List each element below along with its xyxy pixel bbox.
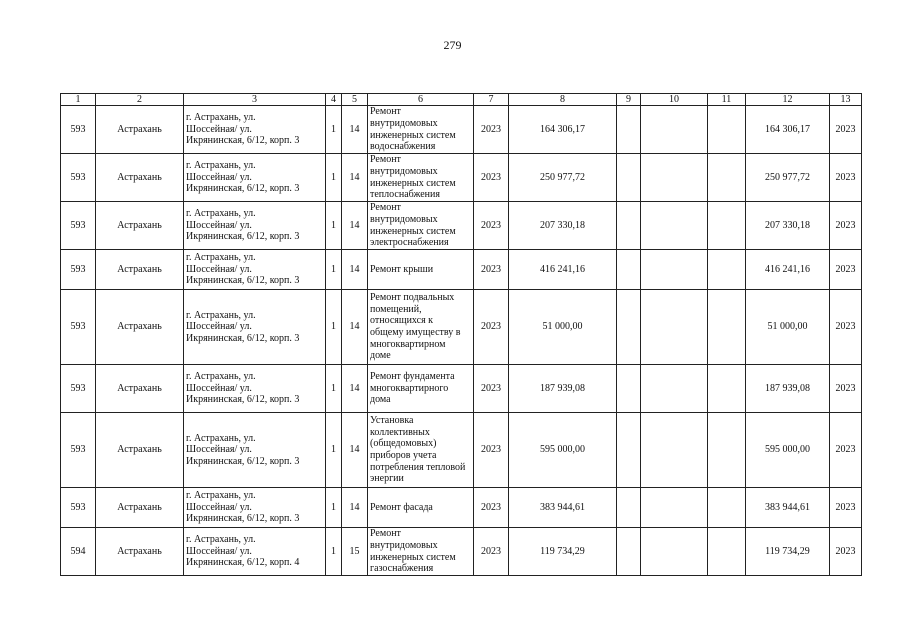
work-type-line: инженерных систем xyxy=(370,129,456,141)
cell-col-5: 14 xyxy=(342,202,368,250)
cell-col-9 xyxy=(617,154,641,202)
address-line: Икрянинская, 6/12, корп. 3 xyxy=(186,394,300,406)
cell-col-12: 119 734,29 xyxy=(746,528,830,576)
cell-col-3 xyxy=(184,290,326,365)
cell-col-1: 593 xyxy=(61,365,96,413)
cell-col-4: 1 xyxy=(326,154,342,202)
cell-col-6 xyxy=(368,290,474,365)
cell-col-3 xyxy=(184,202,326,250)
cell-col-11 xyxy=(708,106,746,154)
address-line: Икрянинская, 6/12, корп. 3 xyxy=(186,513,300,525)
cell-col-4: 1 xyxy=(326,290,342,365)
address-line: Шоссейная/ ул. xyxy=(186,501,252,513)
address-line: г. Астрахань, ул. xyxy=(186,371,256,383)
cell-col-1: 593 xyxy=(61,413,96,488)
cell-col-4: 1 xyxy=(326,202,342,250)
cell-col-2: Астрахань xyxy=(96,488,184,528)
cell-col-9 xyxy=(617,250,641,290)
cell-col-10 xyxy=(641,488,708,528)
work-type-line: (общедомовых) xyxy=(370,438,437,450)
cell-col-7: 2023 xyxy=(474,106,509,154)
cell-col-11 xyxy=(708,365,746,413)
address-line: Икрянинская, 6/12, корп. 3 xyxy=(186,275,300,287)
cell-col-11 xyxy=(708,250,746,290)
column-header-3: 3 xyxy=(184,94,326,106)
cell-col-8: 187 939,08 xyxy=(509,365,617,413)
column-header-10: 10 xyxy=(641,94,708,106)
cell-col-13: 2023 xyxy=(830,250,862,290)
cell-col-4: 1 xyxy=(326,528,342,576)
cell-col-4: 1 xyxy=(326,413,342,488)
column-header-2: 2 xyxy=(96,94,184,106)
cell-col-13: 2023 xyxy=(830,413,862,488)
page-number: 279 xyxy=(443,38,462,52)
cell-col-9 xyxy=(617,488,641,528)
column-header-11: 11 xyxy=(708,94,746,106)
cell-col-10 xyxy=(641,202,708,250)
cell-col-11 xyxy=(708,413,746,488)
work-type-line: Ремонт подвальных xyxy=(370,292,455,304)
cell-col-9 xyxy=(617,202,641,250)
work-type-line: газоснабжения xyxy=(370,563,434,575)
cell-col-2: Астрахань xyxy=(96,154,184,202)
address-line: г. Астрахань, ул. xyxy=(186,432,256,444)
column-header-13: 13 xyxy=(830,94,862,106)
capital-repair-table xyxy=(60,93,862,576)
work-type-line: внутридомовых xyxy=(370,165,438,177)
cell-col-1: 593 xyxy=(61,154,96,202)
table-row xyxy=(61,413,862,488)
cell-col-10 xyxy=(641,528,708,576)
cell-col-12: 250 977,72 xyxy=(746,154,830,202)
cell-col-4: 1 xyxy=(326,106,342,154)
cell-col-13: 2023 xyxy=(830,154,862,202)
cell-col-13: 2023 xyxy=(830,528,862,576)
cell-col-5: 14 xyxy=(342,488,368,528)
work-type-line: многоквартирном xyxy=(370,338,446,350)
cell-col-13: 2023 xyxy=(830,365,862,413)
cell-col-1: 593 xyxy=(61,250,96,290)
work-type-line: внутридомовых xyxy=(370,117,438,129)
address-line: Шоссейная/ ул. xyxy=(186,545,252,557)
cell-col-5: 14 xyxy=(342,250,368,290)
address-line: Икрянинская, 6/12, корп. 4 xyxy=(186,557,300,569)
cell-col-12: 51 000,00 xyxy=(746,290,830,365)
address-line: Икрянинская, 6/12, корп. 3 xyxy=(186,135,300,147)
cell-col-8: 51 000,00 xyxy=(509,290,617,365)
column-header-9: 9 xyxy=(617,94,641,106)
work-type-line: водоснабжения xyxy=(370,141,436,153)
work-type-line: внутридомовых xyxy=(370,539,438,551)
cell-col-3 xyxy=(184,413,326,488)
work-type-line: Ремонт фасада xyxy=(370,501,433,513)
address-line: г. Астрахань, ул. xyxy=(186,208,256,220)
address-line: Шоссейная/ ул. xyxy=(186,321,252,333)
cell-col-5: 15 xyxy=(342,528,368,576)
cell-col-9 xyxy=(617,290,641,365)
address-line: Икрянинская, 6/12, корп. 3 xyxy=(186,231,300,243)
work-type-line: инженерных систем xyxy=(370,551,456,563)
cell-col-13: 2023 xyxy=(830,488,862,528)
cell-col-3 xyxy=(184,488,326,528)
cell-col-5: 14 xyxy=(342,106,368,154)
work-type-line: Ремонт xyxy=(370,106,401,118)
cell-col-11 xyxy=(708,488,746,528)
address-line: г. Астрахань, ул. xyxy=(186,160,256,172)
cell-col-3 xyxy=(184,154,326,202)
address-line: г. Астрахань, ул. xyxy=(186,112,256,124)
column-header-8: 8 xyxy=(509,94,617,106)
cell-col-6 xyxy=(368,413,474,488)
cell-col-8: 250 977,72 xyxy=(509,154,617,202)
address-line: г. Астрахань, ул. xyxy=(186,490,256,502)
address-line: Шоссейная/ ул. xyxy=(186,123,252,135)
cell-col-7: 2023 xyxy=(474,202,509,250)
cell-col-9 xyxy=(617,413,641,488)
cell-col-1: 593 xyxy=(61,290,96,365)
cell-col-10 xyxy=(641,250,708,290)
work-type-line: теплоснабжения xyxy=(370,189,440,201)
cell-col-12: 164 306,17 xyxy=(746,106,830,154)
column-number-row xyxy=(61,94,862,106)
cell-col-5: 14 xyxy=(342,154,368,202)
cell-col-6 xyxy=(368,154,474,202)
column-header-1: 1 xyxy=(61,94,96,106)
cell-col-2: Астрахань xyxy=(96,106,184,154)
cell-col-8: 595 000,00 xyxy=(509,413,617,488)
address-line: Икрянинская, 6/12, корп. 3 xyxy=(186,332,300,344)
work-type-line: помещений, xyxy=(370,303,422,315)
cell-col-3 xyxy=(184,365,326,413)
work-type-line: Ремонт крыши xyxy=(370,263,434,275)
cell-col-5: 14 xyxy=(342,365,368,413)
cell-col-2: Астрахань xyxy=(96,202,184,250)
address-line: Шоссейная/ ул. xyxy=(186,219,252,231)
cell-col-11 xyxy=(708,290,746,365)
work-type-line: Ремонт xyxy=(370,202,401,214)
column-header-12: 12 xyxy=(746,94,830,106)
cell-col-8: 383 944,61 xyxy=(509,488,617,528)
cell-col-10 xyxy=(641,154,708,202)
cell-col-6 xyxy=(368,488,474,528)
cell-col-2: Астрахань xyxy=(96,413,184,488)
cell-col-2: Астрахань xyxy=(96,365,184,413)
work-type-line: инженерных систем xyxy=(370,225,456,237)
cell-col-2: Астрахань xyxy=(96,528,184,576)
cell-col-12: 187 939,08 xyxy=(746,365,830,413)
cell-col-1: 593 xyxy=(61,202,96,250)
cell-col-7: 2023 xyxy=(474,528,509,576)
cell-col-13: 2023 xyxy=(830,202,862,250)
work-type-line: Ремонт xyxy=(370,154,401,166)
work-type-line: Ремонт xyxy=(370,528,401,540)
cell-col-9 xyxy=(617,528,641,576)
cell-col-3 xyxy=(184,106,326,154)
work-type-line: многоквартирного xyxy=(370,382,449,394)
cell-col-6 xyxy=(368,106,474,154)
address-line: Шоссейная/ ул. xyxy=(186,171,252,183)
cell-col-8: 416 241,16 xyxy=(509,250,617,290)
address-line: г. Астрахань, ул. xyxy=(186,309,256,321)
column-header-4: 4 xyxy=(326,94,342,106)
work-type-line: общему имуществу в xyxy=(370,327,461,338)
table-row xyxy=(61,365,862,413)
cell-col-11 xyxy=(708,154,746,202)
cell-col-9 xyxy=(617,365,641,413)
cell-col-1: 594 xyxy=(61,528,96,576)
cell-col-6 xyxy=(368,365,474,413)
cell-col-12: 416 241,16 xyxy=(746,250,830,290)
work-type-line: внутридомовых xyxy=(370,213,438,225)
cell-col-7: 2023 xyxy=(474,290,509,365)
cell-col-1: 593 xyxy=(61,106,96,154)
table-row xyxy=(61,488,862,528)
address-line: Шоссейная/ ул. xyxy=(186,263,252,275)
cell-col-7: 2023 xyxy=(474,250,509,290)
table-row xyxy=(61,290,862,365)
address-line: Икрянинская, 6/12, корп. 3 xyxy=(186,455,300,467)
cell-col-13: 2023 xyxy=(830,290,862,365)
cell-col-7: 2023 xyxy=(474,154,509,202)
cell-col-11 xyxy=(708,202,746,250)
cell-col-12: 207 330,18 xyxy=(746,202,830,250)
cell-col-5: 14 xyxy=(342,290,368,365)
cell-col-8: 207 330,18 xyxy=(509,202,617,250)
table-row xyxy=(61,154,862,202)
column-header-5: 5 xyxy=(342,94,368,106)
work-type-line: Ремонт фундамента xyxy=(370,371,455,383)
cell-col-2: Астрахань xyxy=(96,290,184,365)
address-line: г. Астрахань, ул. xyxy=(186,252,256,264)
cell-col-13: 2023 xyxy=(830,106,862,154)
work-type-line: приборов учета xyxy=(370,450,437,461)
cell-col-10 xyxy=(641,413,708,488)
cell-col-6 xyxy=(368,202,474,250)
work-type-line: инженерных систем xyxy=(370,177,456,189)
work-type-line: электроснабжения xyxy=(370,237,449,249)
work-type-line: потребления тепловой xyxy=(370,461,466,473)
work-type-line: коллективных xyxy=(370,426,430,438)
work-type-line: Установка xyxy=(370,415,414,427)
cell-col-3 xyxy=(184,528,326,576)
cell-col-1: 593 xyxy=(61,488,96,528)
cell-col-7: 2023 xyxy=(474,488,509,528)
address-line: г. Астрахань, ул. xyxy=(186,534,256,546)
work-type-line: энергии xyxy=(370,473,404,485)
column-header-6: 6 xyxy=(368,94,474,106)
cell-col-4: 1 xyxy=(326,488,342,528)
cell-col-8: 164 306,17 xyxy=(509,106,617,154)
cell-col-12: 383 944,61 xyxy=(746,488,830,528)
cell-col-7: 2023 xyxy=(474,365,509,413)
cell-col-10 xyxy=(641,365,708,413)
column-header-7: 7 xyxy=(474,94,509,106)
cell-col-4: 1 xyxy=(326,250,342,290)
work-type-line: дома xyxy=(370,394,391,406)
table-row xyxy=(61,528,862,576)
work-type-line: доме xyxy=(370,350,391,362)
address-line: Шоссейная/ ул. xyxy=(186,382,252,394)
table-row xyxy=(61,250,862,290)
cell-col-10 xyxy=(641,106,708,154)
cell-col-3 xyxy=(184,250,326,290)
work-type-line: относящихся к xyxy=(370,315,434,327)
cell-col-4: 1 xyxy=(326,365,342,413)
cell-col-2: Астрахань xyxy=(96,250,184,290)
cell-col-5: 14 xyxy=(342,413,368,488)
cell-col-12: 595 000,00 xyxy=(746,413,830,488)
cell-col-10 xyxy=(641,290,708,365)
cell-col-11 xyxy=(708,528,746,576)
cell-col-7: 2023 xyxy=(474,413,509,488)
address-line: Шоссейная/ ул. xyxy=(186,444,252,456)
address-line: Икрянинская, 6/12, корп. 3 xyxy=(186,183,300,195)
cell-col-6 xyxy=(368,528,474,576)
cell-col-9 xyxy=(617,106,641,154)
table-row xyxy=(61,202,862,250)
cell-col-6 xyxy=(368,250,474,290)
table-row xyxy=(61,106,862,154)
cell-col-8: 119 734,29 xyxy=(509,528,617,576)
